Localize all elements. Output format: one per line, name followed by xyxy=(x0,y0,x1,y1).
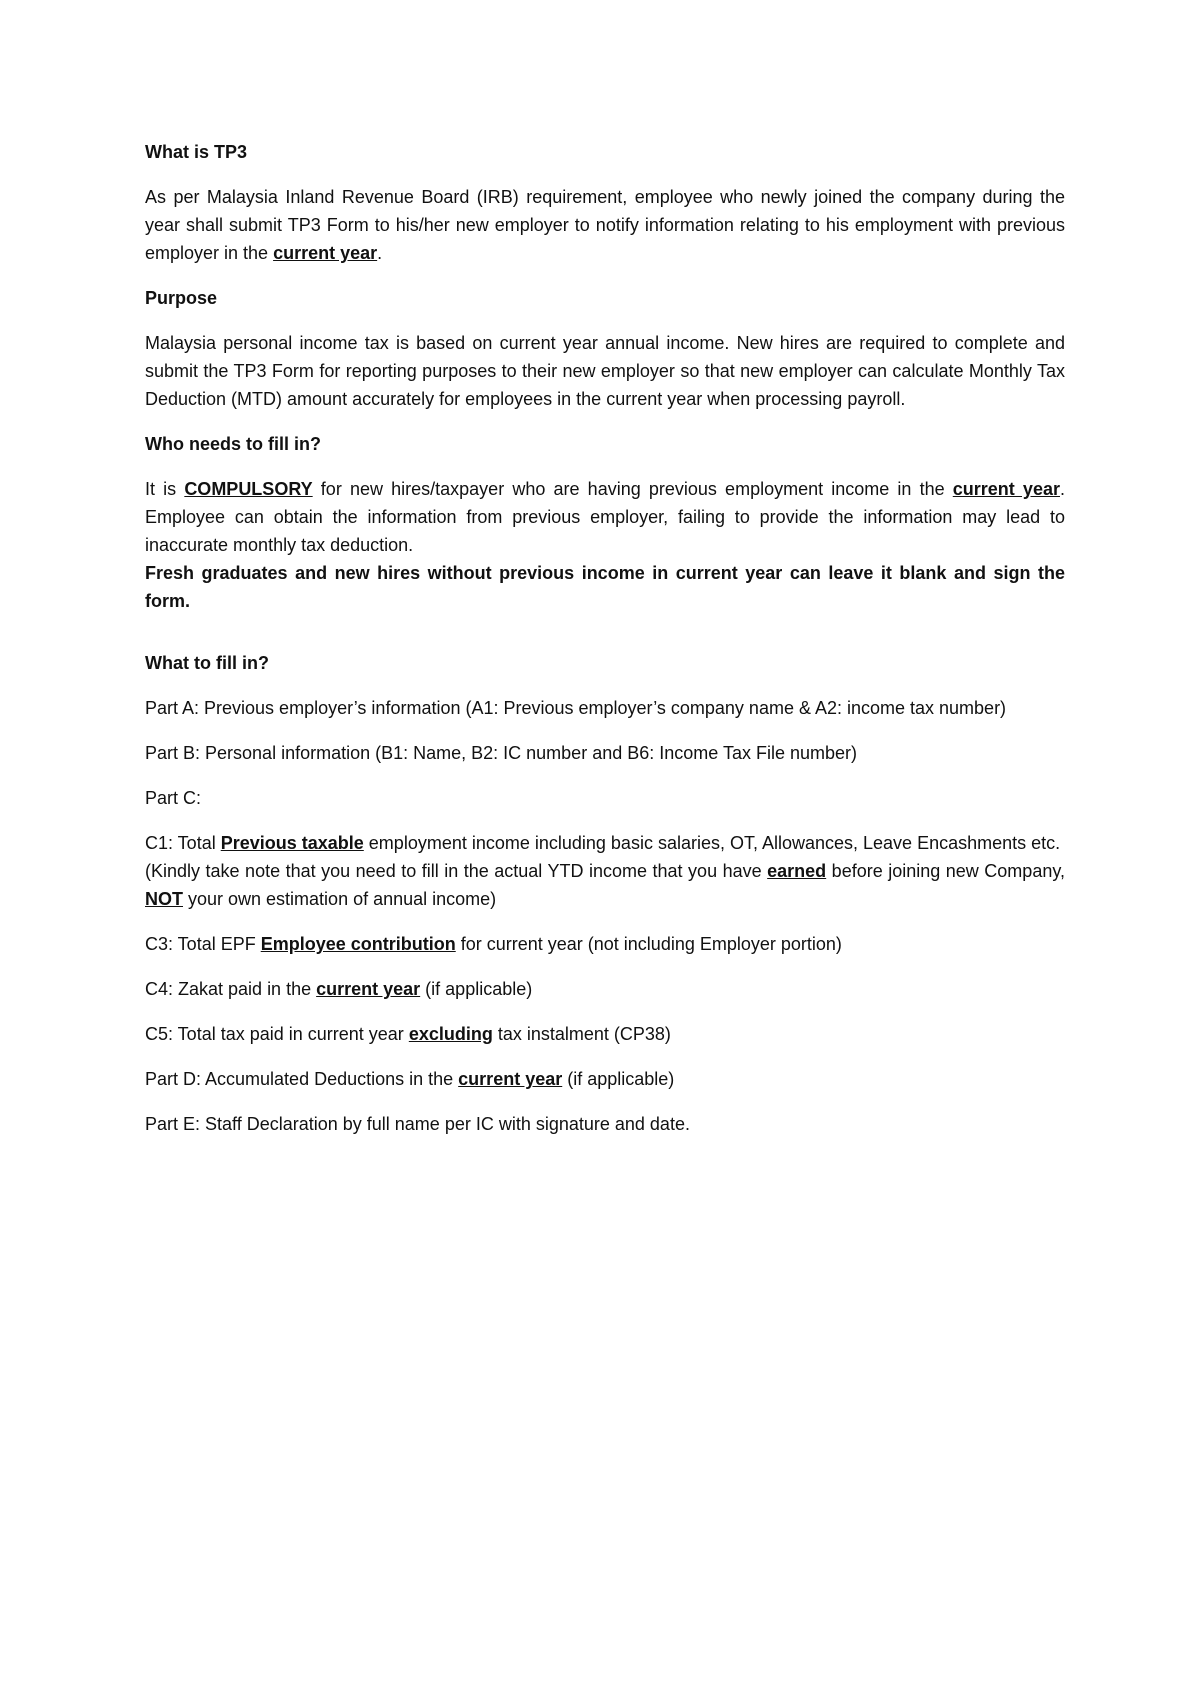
text-segment: C1: Total xyxy=(145,833,221,853)
heading-purpose: Purpose xyxy=(145,288,218,308)
emphasis-current-year: current year xyxy=(273,243,378,263)
item-part-c: Part C: xyxy=(145,788,202,808)
text-segment: (Kindly take note that you need to fill in the actual YTD income that you have xyxy=(145,861,768,881)
item-part-e: Part E: Staff Declaration by full name per IC with signature and date. xyxy=(145,1114,690,1134)
text-segment: C4: Zakat paid in the xyxy=(145,979,317,999)
paragraph-what-is-tp3 xyxy=(145,183,1065,267)
heading-what-is-tp3: What is TP3 xyxy=(145,142,248,162)
item-part-b: Part B: Personal information (B1: Name, B2: IC number and B6: Income Tax File number) xyxy=(145,743,857,763)
text-segment: before joining new Company, xyxy=(826,861,1066,881)
heading-what-to-fill: What to fill in? xyxy=(145,653,269,673)
spacer xyxy=(145,632,1065,649)
item-part-d xyxy=(145,1065,1065,1093)
emphasis-employee-contribution: Employee contribution xyxy=(260,934,456,954)
text-segment: for new hires/taxpayer who are having previous employment income in the xyxy=(312,479,953,499)
text-segment: As per Malaysia Inland Revenue Board (IRB) requirement, employee who newly joined the company during the year shall submit TP3 Form to his/her new employer to notify information relating to his employment with previous employer in the xyxy=(145,187,1065,263)
emphasis-current-year: current year xyxy=(952,479,1060,499)
text-segment: Part D: Accumulated Deductions in the xyxy=(145,1069,459,1089)
emphasis-not: NOT xyxy=(145,889,183,909)
paragraph-purpose: Malaysia personal income tax is based on current year annual income. New hires are required to complete and submit the TP3 Form for reporting purposes to their new employer so that new employer can calculate Monthly Tax Deduction (MTD) amount accurately for employees in the current year when processing payroll. xyxy=(145,333,1065,409)
text-segment: (if applicable) xyxy=(420,979,533,999)
item-part-a: Part A: Previous employer’s information (A1: Previous employer’s company name & A2: income tax number) xyxy=(145,698,1007,718)
c1-line xyxy=(145,829,1065,857)
text-segment: employment income including basic salaries, OT, Allowances, Leave Encashments etc. xyxy=(363,833,1061,853)
document-page xyxy=(145,138,1065,1155)
emphasis-previous-taxable: Previous taxable xyxy=(220,833,364,853)
text-segment: (if applicable) xyxy=(562,1069,675,1089)
item-c3 xyxy=(145,930,1065,958)
text-segment: . xyxy=(377,243,383,263)
emphasis-earned: earned xyxy=(767,861,827,881)
heading-who-needs: Who needs to fill in? xyxy=(145,434,321,454)
text-segment: C5: Total tax paid in current year xyxy=(145,1024,409,1044)
paragraph-who-needs xyxy=(145,475,1065,559)
emphasis-compulsory: COMPULSORY xyxy=(184,479,313,499)
text-segment: C3: Total EPF xyxy=(145,934,261,954)
text-segment: your own estimation of annual income) xyxy=(183,889,497,909)
item-c5 xyxy=(145,1020,1065,1048)
emphasis-current-year: current year xyxy=(316,979,421,999)
text-segment: . Employee can obtain the information from previous employer, failing to provide the information may lead to inaccurate monthly tax deduction. xyxy=(145,479,1065,555)
paragraph-fresh-graduates: Fresh graduates and new hires without previous income in current year can leave it blank and sign the form. xyxy=(145,563,1065,611)
item-c1 xyxy=(145,829,1065,913)
text-segment: tax instalment (CP38) xyxy=(492,1024,671,1044)
text-segment: for current year (not including Employer portion) xyxy=(455,934,842,954)
item-c4 xyxy=(145,975,1065,1003)
text-segment: It is xyxy=(145,479,185,499)
emphasis-excluding: excluding xyxy=(408,1024,493,1044)
emphasis-current-year: current year xyxy=(458,1069,563,1089)
c1-note xyxy=(145,857,1065,913)
